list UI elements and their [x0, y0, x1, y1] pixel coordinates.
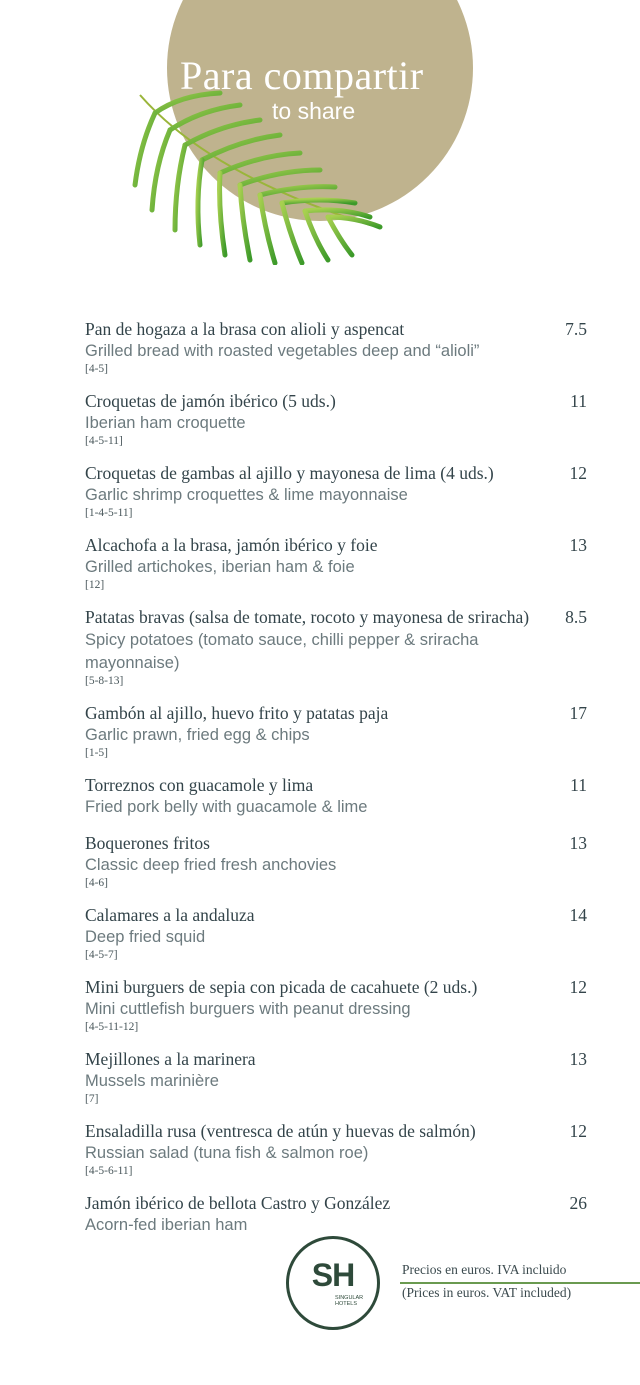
item-description: Deep fried squid — [85, 928, 206, 946]
item-name: Calamares a la andaluza — [85, 905, 255, 925]
menu-item — [85, 832, 590, 890]
item-name: Croquetas de jamón ibérico (5 uds.) — [85, 391, 336, 411]
item-description: Mussels marinière — [85, 1072, 219, 1090]
item-allergens: [4-6] — [85, 877, 108, 889]
item-name: Patatas bravas (salsa de tomate, rocoto y mayonesa de sriracha) — [85, 607, 530, 627]
item-allergens: [5-8-13] — [85, 675, 124, 687]
item-name: Croquetas de gambas al ajillo y mayonesa de lima (4 uds.) — [85, 463, 494, 483]
section-title: Para compartir — [180, 53, 424, 98]
item-name: Alcachofa a la brasa, jamón ibérico y foie — [85, 535, 378, 555]
menu-item — [85, 976, 590, 1034]
item-price: 13 — [569, 833, 587, 853]
singular-hotels-logo — [286, 1236, 380, 1330]
item-name: Pan de hogaza a la brasa con alioli y aspencat — [85, 319, 405, 339]
item-description: Fried pork belly with guacamole & lime — [85, 798, 368, 816]
price-note-es: Precios en euros. IVA incluido — [402, 1262, 567, 1277]
item-description: Spicy potatoes (tomato sauce, chilli pepper & sriracha mayonnaise) — [85, 631, 479, 672]
item-description: Grilled artichokes, iberian ham & foie — [85, 558, 355, 576]
item-name: Jamón ibérico de bellota Castro y González — [85, 1193, 391, 1213]
item-allergens: [4-5-7] — [85, 949, 118, 961]
menu-item — [85, 390, 590, 448]
item-name: Gambón al ajillo, huevo frito y patatas paja — [85, 703, 389, 723]
item-name: Ensaladilla rusa (ventresca de atún y huevas de salmón) — [85, 1121, 476, 1141]
item-price: 7.5 — [565, 319, 587, 339]
menu-item — [85, 1120, 590, 1178]
section-subtitle: to share — [272, 98, 356, 124]
item-allergens: [12] — [85, 579, 105, 591]
menu-item — [85, 318, 590, 376]
item-description: Acorn-fed iberian ham — [85, 1216, 248, 1234]
item-price: 12 — [569, 1121, 587, 1141]
item-allergens: [1-5] — [85, 747, 108, 759]
divider — [400, 1282, 640, 1284]
item-name: Mini burguers de sepia con picada de cacahuete (2 uds.) — [85, 977, 478, 997]
footer — [0, 1232, 640, 1332]
item-price: 8.5 — [565, 607, 587, 627]
item-price: 12 — [569, 463, 587, 483]
item-price: 13 — [569, 535, 587, 555]
item-description: Grilled bread with roasted vegetables deep and “alioli” — [85, 342, 480, 360]
item-description: Garlic prawn, fried egg & chips — [85, 726, 310, 744]
item-price: 12 — [569, 977, 587, 997]
item-price: 11 — [570, 775, 587, 795]
item-name: Mejillones a la marinera — [85, 1049, 256, 1069]
item-price: 26 — [569, 1193, 587, 1213]
item-allergens: [4-5-11-12] — [85, 1021, 139, 1033]
item-allergens: [4-5-6-11] — [85, 1165, 133, 1177]
item-name-with-inline-description — [85, 606, 590, 674]
menu-list — [85, 318, 590, 1250]
item-price: 14 — [569, 905, 587, 925]
item-allergens: [7] — [85, 1093, 99, 1105]
menu-item — [85, 1048, 590, 1106]
menu-item — [85, 774, 590, 818]
item-price: 11 — [570, 391, 587, 411]
menu-item — [85, 904, 590, 962]
item-description: Classic deep fried fresh anchovies — [85, 856, 337, 874]
item-name: Torreznos con guacamole y lima — [85, 775, 314, 795]
item-name: Boquerones fritos — [85, 833, 210, 853]
menu-item — [85, 534, 590, 592]
logo-subtext: SINGULAR HOTELS — [335, 1295, 364, 1307]
item-description: Russian salad (tuna fish & salmon roe) — [85, 1144, 369, 1162]
item-description: Iberian ham croquette — [85, 414, 246, 432]
item-description: Mini cuttlefish burguers with peanut dressing — [85, 1000, 411, 1018]
item-allergens: [4-5-11] — [85, 435, 123, 447]
logo-text: SH — [311, 1257, 355, 1293]
item-allergens: [1-4-5-11] — [85, 507, 133, 519]
item-description: Garlic shrimp croquettes & lime mayonnaise — [85, 486, 408, 504]
menu-item — [85, 606, 590, 688]
item-price: 13 — [569, 1049, 587, 1069]
menu-item — [85, 702, 590, 760]
menu-item — [85, 462, 590, 520]
item-allergens: [4-5] — [85, 363, 108, 375]
price-note-en: (Prices in euros. VAT included) — [402, 1285, 572, 1300]
item-price: 17 — [569, 703, 587, 723]
menu-item — [85, 1192, 590, 1236]
